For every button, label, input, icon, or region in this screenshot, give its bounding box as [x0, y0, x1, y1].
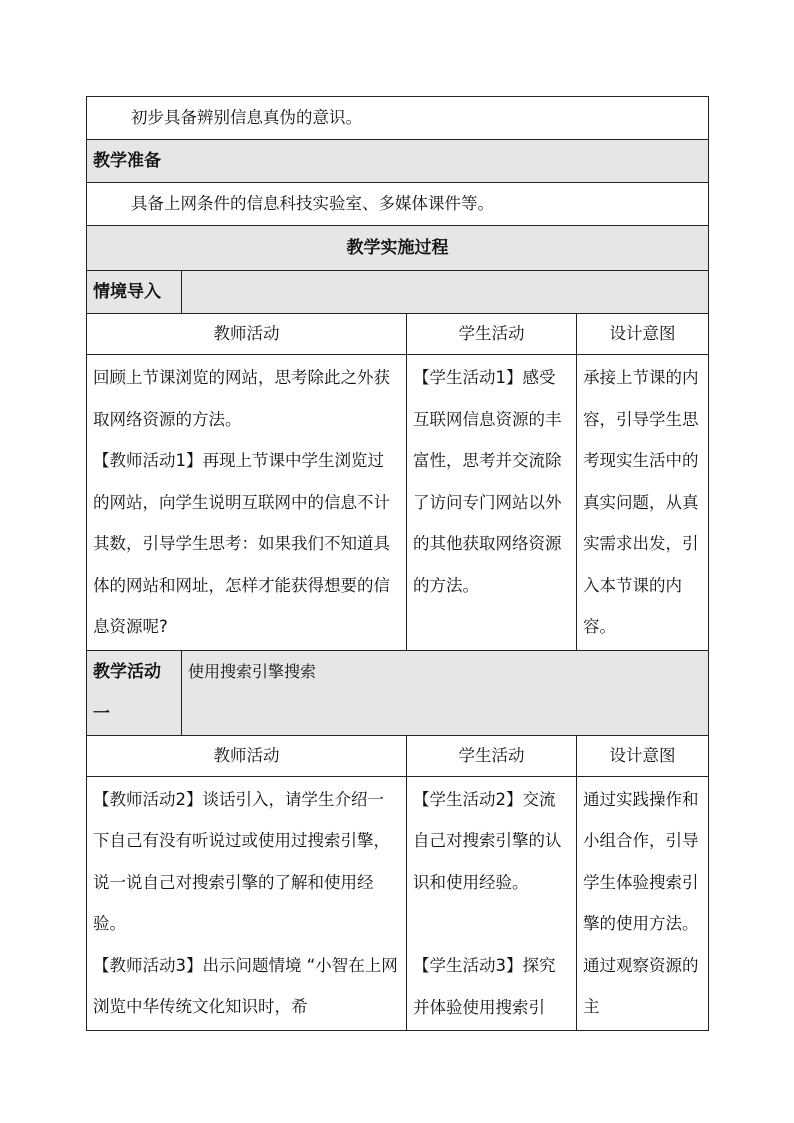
scene-student-cell: 【学生活动1】感受互联网信息资源的丰富性，思考并交流除了访问专门网站以外的其他获取网络资源的方法。: [407, 355, 577, 651]
scene-heading-row: [87, 271, 709, 314]
activity1-design-cell: 通过实践操作和小组合作，引导学生体验搜索引擎的使用方法。通过观察资源的主: [577, 776, 709, 1031]
activity1-heading-row: [87, 650, 709, 735]
prep-heading: 教学准备: [87, 140, 709, 183]
activity1-column-header-row: [87, 735, 709, 776]
col-student-header: 学生活动: [407, 314, 577, 355]
prep-text: 具备上网条件的信息科技实验室、多媒体课件等。: [87, 183, 709, 226]
scene-teacher-cell: [87, 355, 407, 651]
prep-text-row: [87, 183, 709, 226]
process-heading: 教学实施过程: [87, 226, 709, 271]
process-heading-row: [87, 226, 709, 271]
scene-column-header-row: [87, 314, 709, 355]
activity1-student-p1: 【学生活动2】交流自己对搜索引擎的认识和使用经验。: [413, 789, 562, 892]
scene-design-cell: 承接上节课的内容，引导学生思考现实生活中的真实问题，从真实需求出发，引入本节课的内容。: [577, 355, 709, 651]
col-teacher-header: 教师活动: [87, 314, 407, 355]
scene-heading: 情境导入: [87, 271, 182, 314]
scene-teacher-p1: 回顾上节课浏览的网站，思考除此之外获取网络资源的方法。: [93, 368, 390, 429]
col-design-header-2: 设计意图: [577, 735, 709, 776]
col-teacher-header-2: 教师活动: [87, 735, 407, 776]
scene-heading-blank: [182, 271, 709, 314]
activity1-teacher-p2: 【教师活动3】出示问题情境 “小智在上网浏览中华传统文化知识时，希: [93, 955, 398, 1016]
col-design-header: 设计意图: [577, 314, 709, 355]
activity1-heading: 教学活动一: [87, 650, 182, 735]
lesson-plan-table: [86, 96, 709, 1031]
col-student-header-2: 学生活动: [407, 735, 577, 776]
activity1-teacher-p1: 【教师活动2】谈话引入，请学生介绍一下自己有没有听说过或使用过搜索引擎，说一说自己对搜索引擎的了解和使用经验。: [93, 789, 390, 933]
activity1-student-p2: 【学生活动3】探究并体验使用搜索引: [413, 956, 556, 1017]
lesson-plan-table-wrapper: [86, 96, 708, 1031]
scene-teacher-p2: 【教师活动1】再现上节课中学生浏览过的网站，向学生说明互联网中的信息不计其数，引导学生思考：如果我们不知道具体的网站和网址，怎样才能获得想要的信息资源呢?: [93, 451, 390, 636]
objective-text: 初步具备辨别信息真伪的意识。: [87, 97, 709, 140]
activity1-student-cell: [407, 776, 577, 1031]
activity1-content-row: [87, 776, 709, 1031]
scene-content-row: [87, 355, 709, 651]
prep-heading-row: [87, 140, 709, 183]
activity1-title: 使用搜索引擎搜索: [182, 650, 709, 735]
activity1-student-gap: [413, 903, 570, 945]
objective-row: [87, 97, 709, 140]
activity1-teacher-cell: [87, 776, 407, 1031]
